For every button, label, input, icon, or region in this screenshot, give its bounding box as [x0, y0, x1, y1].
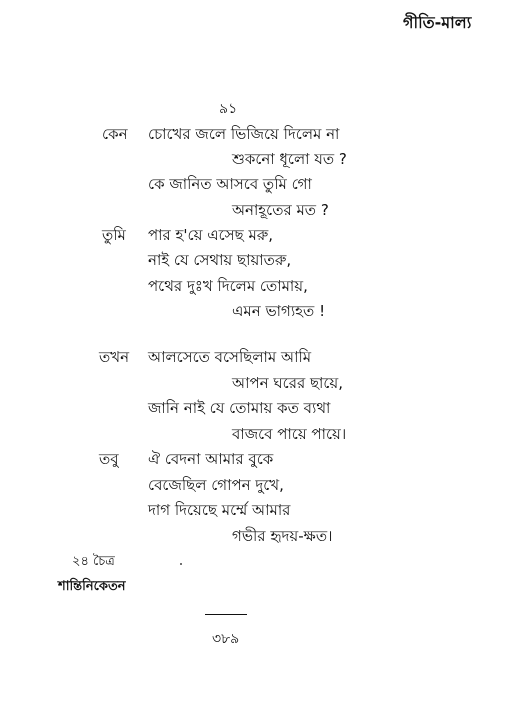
- poem-line: বেজেছিল গোপন দুখে,: [148, 476, 284, 494]
- poem-line: ঐ বেদনা আমার বুকে: [148, 450, 274, 468]
- poem-line: শুকনো ধূলো যত ?: [232, 150, 347, 168]
- poem-line: নাই যে সেথায় ছায়াতরু,: [148, 251, 292, 269]
- line-lead: তুমি: [102, 226, 126, 244]
- running-header: গীতি-মাল্য: [403, 13, 472, 32]
- page-number: ৩৮৯: [212, 631, 240, 647]
- line-lead: কেন: [102, 125, 128, 143]
- poem-line: পার হ'য়ে এসেছ মরু,: [148, 226, 274, 244]
- poem-line: আলসেতে বসেছিলাম আমি: [148, 348, 312, 366]
- poem-line: এমন ভাগ্যহত !: [232, 302, 326, 320]
- poem-line: আপন ঘরের ছায়ে,: [232, 374, 344, 392]
- line-lead: তখন: [99, 348, 130, 366]
- stray-mark: [180, 563, 182, 565]
- poem-line: অনাহূতের মত ?: [232, 201, 329, 219]
- poem-line: গভীর হৃদয়-ক্ষত।: [232, 527, 333, 545]
- line-lead: তবু: [99, 450, 119, 468]
- poem-line: দাগ দিয়েছে মর্ম্মে আমার: [148, 501, 291, 519]
- date-note: ২৪ চৈত্র: [72, 554, 115, 569]
- poem-line: বাজবে পায়ে পায়ে।: [232, 425, 347, 443]
- poem-line: জানি নাই যে তোমায় কত ব্যথা: [148, 399, 331, 417]
- poem-number: ৯১: [219, 101, 238, 117]
- poem-line: পথের দুঃখ দিলেম তোমায়,: [148, 277, 308, 295]
- place-note: শান্তিনিকেতন: [58, 579, 126, 594]
- poem-line: কে জানিত আসবে তুমি গো: [148, 175, 312, 193]
- footer-rule: [205, 614, 247, 615]
- poem-line: চোখের জলে ভিজিয়ে দিলেম না: [148, 125, 340, 143]
